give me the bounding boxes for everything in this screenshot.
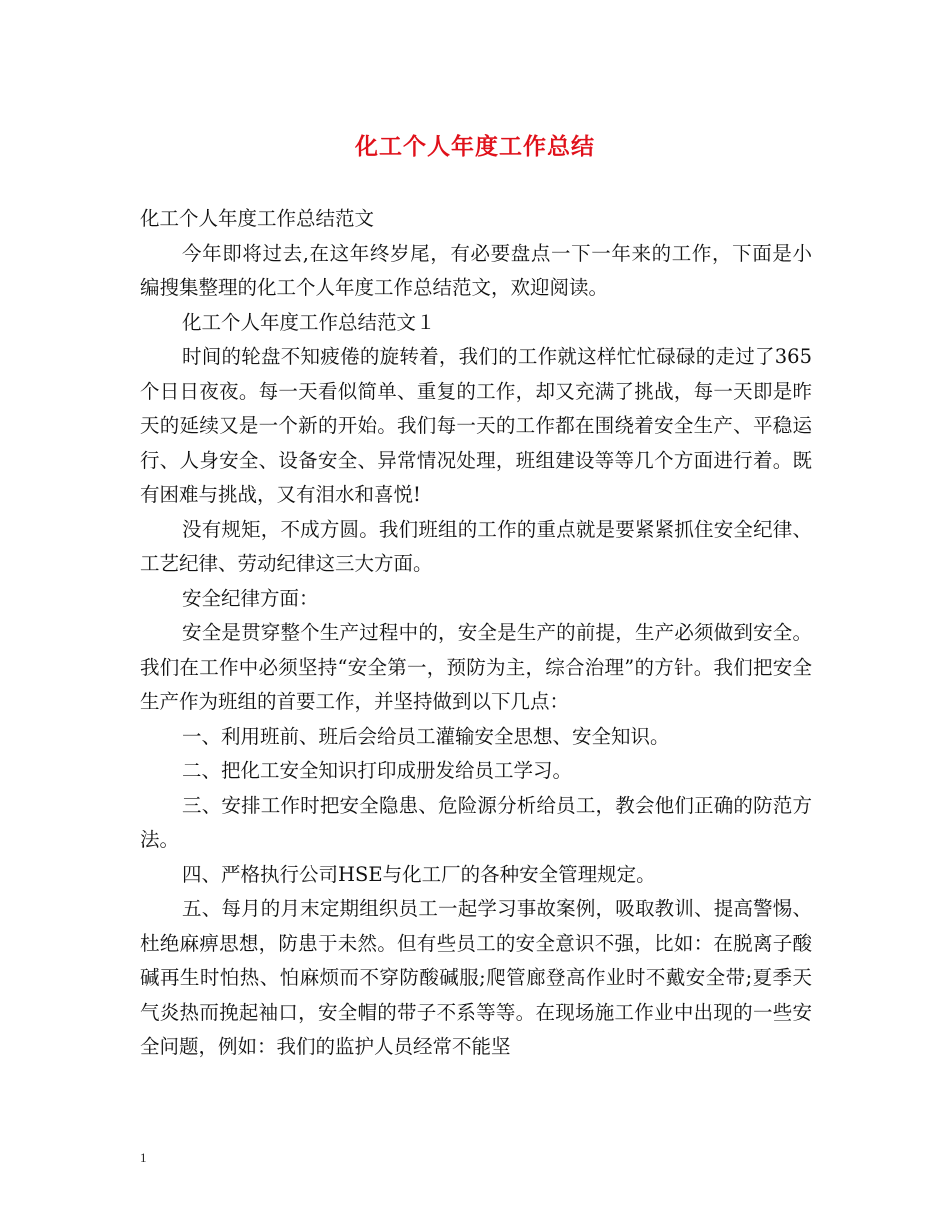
- paragraph-safety-principle: 安全是贯穿整个生产过程中的，安全是生产的前提，生产必须做到安全。我们在工作中必须坚持“安全第一，预防为主，综合治理”的方针。我们把安全生产作为班组的首要工作，并坚持做到以下几点：: [140, 621, 812, 713]
- section-heading-safety: 安全纪律方面：: [182, 586, 319, 610]
- section-heading-sample-1: 化工个人年度工作总结范文１: [182, 310, 436, 334]
- page-number: 1: [140, 1150, 147, 1165]
- paragraph-year-review: 时间的轮盘不知疲倦的旋转着，我们的工作就这样忙忙碌碌的走过了365个日日夜夜。每一天看似简单、重复的工作，却又充满了挑战，每一天即是昨天的延续又是一个新的开始。我们每一天的工作都在围绕着安全生产、平稳运行、人身安全、设备安全、异常情况处理，班组建设等等几个方面进行着。既有困难与挑战，又有泪水和喜悦!: [140, 345, 812, 506]
- list-item-4: 四、严格执行公司HSE与化工厂的各种安全管理规定。: [182, 862, 656, 886]
- document-subtitle: 化工个人年度工作总结范文: [140, 207, 375, 230]
- list-item-2: 二、把化工安全知识打印成册发给员工学习。: [182, 759, 573, 782]
- list-item-3: 三、安排工作时把安全隐患、危险源分析给员工，教会他们正确的防范方法。: [140, 793, 812, 851]
- paragraph-discipline: 没有规矩，不成方圆。我们班组的工作的重点就是要紧紧抓住安全纪律、工艺纪律、劳动纪律这三大方面。: [140, 517, 812, 575]
- paragraph-intro: 今年即将过去,在这年终岁尾，有必要盘点一下一年来的工作，下面是小编搜集整理的化工个人年度工作总结范文，欢迎阅读。: [140, 241, 812, 299]
- list-item-5: 五、每月的月末定期组织员工一起学习事故案例，吸取教训、提高警惕、杜绝麻痹思想，防患于未然。但有些员工的安全意识不强，比如：在脱离子酸碱再生时怕热、怕麻烦而不穿防酸碱服;爬管廊登高作业时不戴安全带;夏季天气炎热而挽起袖口，安全帽的带子不系等等。在现场施工作业中出现的一些安全问题，例如：我们的监护人员经常不能坚: [140, 897, 812, 1058]
- list-item-1: 一、利用班前、班后会给员工灌输安全思想、安全知识。: [182, 724, 670, 748]
- document-title: 化工个人年度工作总结: [355, 133, 595, 160]
- document-body: [140, 202, 812, 1065]
